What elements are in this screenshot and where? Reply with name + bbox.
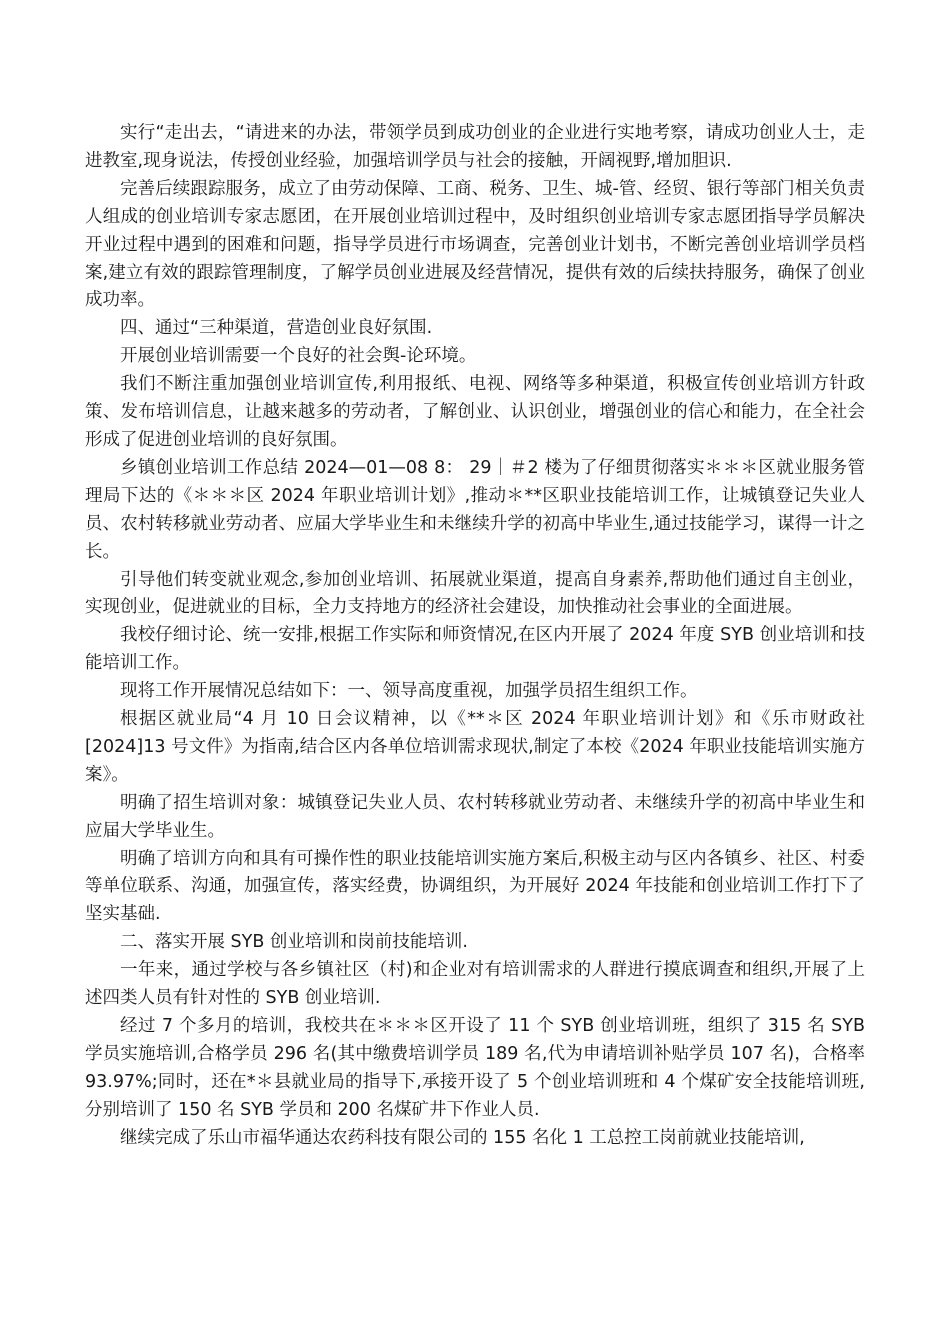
paragraph: 乡镇创业培训工作总结 2024—01—08 8： 29｜＃2 楼为了仔细贯彻落实＊＊＊区就业服务管理局下达的《＊＊＊区 2024 年职业培训计划》,推动＊**区职业技能培训工作，让城镇登记失业人员、农村转移就业劳动者、应届大学毕业生和未继续升学的初高中毕业生,通过技能学习，谋得一计之长。	[85, 457, 865, 562]
paragraph: 经过 7 个多月的培训，我校共在＊＊＊区开设了 11 个 SYB 创业培训班，组织了 315 名 SYB 学员实施培训,合格学员 296 名(其中缴费培训学员 189 名,代为申请培训补贴学员 107 名)，合格率 93.97%;同时，还在*＊县就业局的指导下,承接开设了 5 个创业培训班和 4 个煤矿安全技能培训班,分别培训了 150 名 SYB 学员和 200 名煤矿井下作业人员.	[85, 1016, 865, 1120]
paragraph: 开展创业培训需要一个良好的社会舆-论环境。	[120, 346, 477, 367]
paragraph: 一年来，通过学校与各乡镇社区（村)和企业对有培训需求的人群进行摸底调查和组织,开展了上述四类人员有针对性的 SYB 创业培训.	[85, 960, 865, 1009]
paragraph: 现将工作开展情况总结如下：一、领导高度重视，加强学员招生组织工作。	[120, 681, 698, 702]
document-body	[85, 120, 865, 1153]
paragraph: 明确了培训方向和具有可操作性的职业技能培训实施方案后,积极主动与区内各镇乡、社区、村委等单位联系、沟通，加强宣传，落实经费，协调组织，为开展好 2024 年技能和创业培训工作打下了坚实基础.	[85, 848, 865, 925]
paragraph: 根据区就业局“4 月 10 日会议精神，以《**＊区 2024 年职业培训计划》和《乐市财政社[2024]13 号文件》为指南,结合区内各单位培训需求现状,制定了本校《2024 年职业技能培训实施方案》。	[85, 709, 865, 785]
paragraph: 实行“走出去，“请进来的办法，带领学员到成功创业的企业进行实地考察，请成功创业人士，走进教室,现身说法，传授创业经验，加强培训学员与社会的接触，开阔视野,增加胆识.	[85, 123, 865, 171]
paragraph: 我校仔细讨论、统一安排,根据工作实际和师资情况,在区内开展了 2024 年度 SYB 创业培训和技能培训工作。	[85, 625, 865, 674]
paragraph: 明确了招生培训对象：城镇登记失业人员、农村转移就业劳动者、未继续升学的初高中毕业生和应届大学毕业生。	[85, 792, 865, 841]
paragraph: 我们不断注重加强创业培训宣传,利用报纸、电视、网络等多种渠道，积极宣传创业培训方针政策、发布培训信息，让越来越多的劳动者，了解创业、认识创业，增强创业的信心和能力，在全社会形成了促进创业培训的良好氛围。	[85, 374, 865, 450]
section-heading: 二、落实开展 SYB 创业培训和岗前技能培训.	[120, 932, 468, 953]
paragraph: 完善后续跟踪服务，成立了由劳动保障、工商、税务、卫生、城-管、经贸、银行等部门相关负责人组成的创业培训专家志愿团，在开展创业培训过程中，及时组织创业培训专家志愿团指导学员解决开业过程中遇到的困难和问题，指导学员进行市场调查，完善创业计划书，不断完善创业培训学员档案,建立有效的跟踪管理制度，了解学员创业进展及经营情况，提供有效的后续扶持服务，确保了创业成功率。	[85, 178, 865, 311]
paragraph: 引导他们转变就业观念,参加创业培训、拓展就业渠道，提高自身素养,帮助他们通过自主创业，实现创业，促进就业的目标，全力支持地方的经济社会建设，加快推动社会事业的全面进展。	[85, 569, 865, 618]
section-heading: 四、通过“三种渠道，营造创业良好氛围.	[120, 318, 433, 339]
paragraph: 继续完成了乐山市福华通达农药科技有限公司的 155 名化 1 工总控工岗前就业技能培训,	[120, 1127, 805, 1148]
